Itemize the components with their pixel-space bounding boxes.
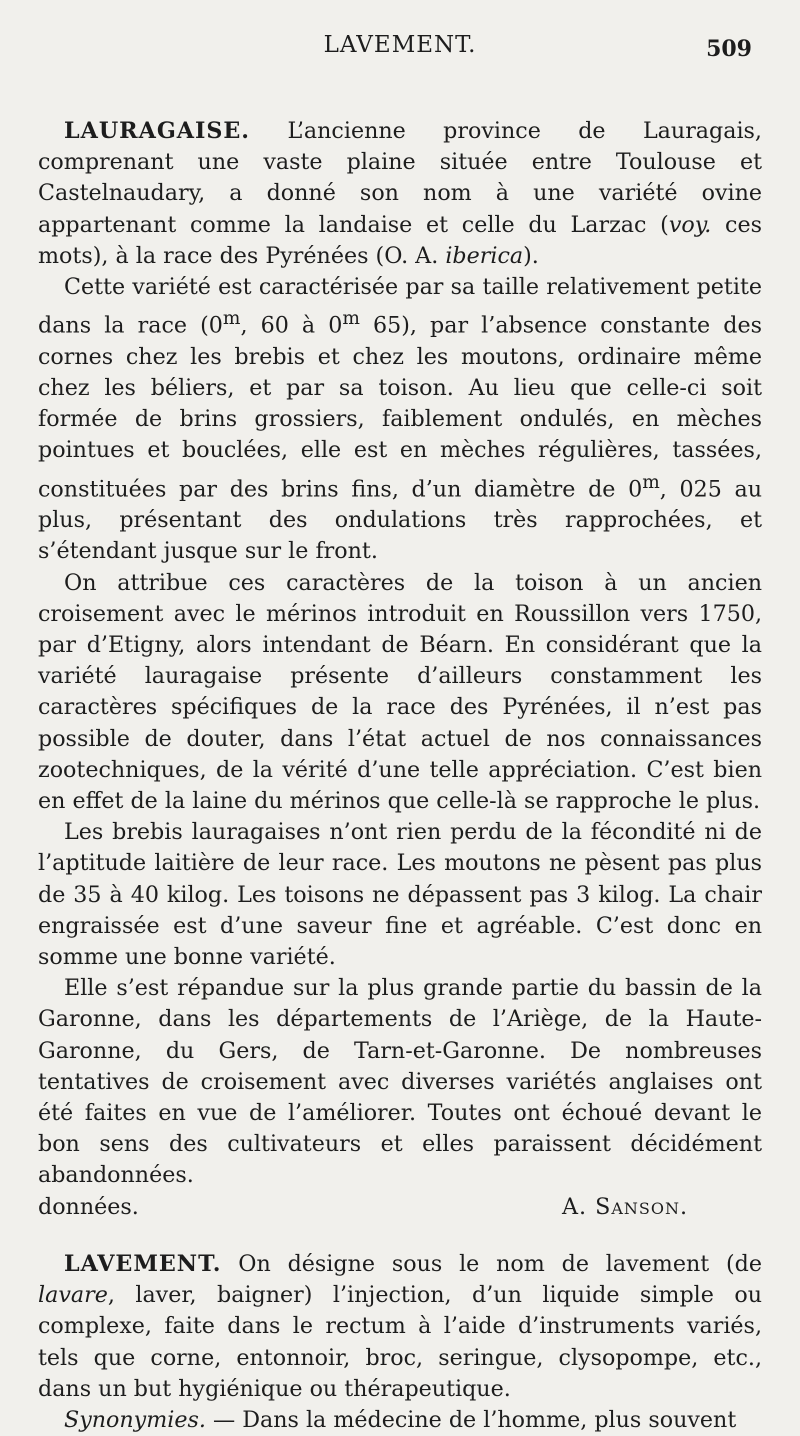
unit-superscript: m	[222, 308, 241, 330]
page-number: 509	[706, 36, 752, 62]
cross-reference: voy.	[668, 211, 712, 238]
paragraph-text: , laver, baigner) l’injection, d’un liquide simple ou complexe, faite dans le rectum à l’aide d’instruments variés, tels que corne, entonnoir, broc, seringue, clysopompe, etc., dans un but hygiénique ou thérapeutique.	[38, 1282, 762, 1402]
headword: LAVEMENT.	[64, 1250, 222, 1277]
paragraph-text: ces mots), à la race des Pyrénées (	[38, 211, 763, 269]
unit-superscript: m	[642, 471, 660, 493]
article-lavement	[38, 1249, 762, 1436]
paragraph-text: , 025 au plus, présentant des ondulations très rapprochées, et s’étendant jusque sur le front.	[38, 476, 762, 565]
paragraph-text: Cette variété est caractérisée par sa taille relativement petite dans la race (0	[38, 274, 762, 339]
latin-term: lavare	[38, 1282, 108, 1309]
headword: LAURAGAISE.	[64, 118, 251, 144]
species-name: iberica	[445, 242, 524, 269]
article-lauragaise	[38, 116, 762, 1223]
paragraph	[38, 272, 762, 568]
paragraph-last-line: données.	[38, 1193, 139, 1220]
paragraph	[38, 116, 762, 272]
paragraph-text: ).	[523, 242, 539, 269]
section-label: Synonymies.	[64, 1406, 206, 1433]
author-signature: A. Sanson.	[561, 1193, 688, 1220]
paragraph: Les brebis lauragaises n’ont rien perdu de la fécondité ni de l’aptitude laitière de leur race. Les moutons ne pèsent pas plus de 35 à 40 kilog. Les toisons ne dépassent pas 3 kilog. La chair engraissée est d’une saveur fine et agréable. C’est donc en somme une bonne variété.	[38, 819, 762, 971]
abbreviation: O. A.	[384, 242, 439, 269]
paragraph: On attribue ces caractères de la toison à un ancien croisement avec le mérinos introduit en Roussillon vers 1750, par d’Etigny, alors intendant de Béarn. En considérant que la variété lauragaise présente d’ailleurs constamment les caractères spécifiques de la race des Pyrénées, il n’est pas possible de douter, dans l’état actuel de nos connaissances zootechniques, de la vérité d’une telle appréciation. C’est bien en effet de la laine du mérinos que celle-là se rapproche le plus.	[38, 569, 762, 815]
paragraph	[38, 1405, 762, 1436]
paragraph: Elle s’est répandue sur la plus grande partie du bassin de la Garonne, dans les départements de l’Ariège, de la Haute-Garonne, du Gers, de Tarn-et-Garonne. De nombreuses tentatives de croisement avec diverses variétés anglaises ont été faites en vue de l’améliorer. Toutes ont échoué devant le bon sens des cultivateurs et elles paraissent décidément abandonnées.	[38, 975, 762, 1189]
paragraph-text: — Dans la médecine de l’homme, plus souvent	[205, 1406, 737, 1433]
paragraph-text: 65), par l’absence constante des cornes chez les brebis et chez les moutons, ordinaire même chez les béliers, et par sa toison. Au lieu que celle-ci soit formée de brins grossiers, faiblement ondulés, en mèches pointues et bouclées, elle est en mèches régulières, tassées, constituées par des brins fins, d’un diamètre de 0	[38, 312, 762, 503]
paragraph-text: L’ancienne province de Lauragais, comprenant une vaste plaine située entre Toulouse et Castelnaudary, a donné son nom à une variété ovine appartenant comme la landaise et celle du Larzac (	[38, 118, 762, 238]
signature-line	[38, 1192, 762, 1223]
paragraph-text: , 60 à 0	[240, 312, 343, 339]
paragraph	[38, 1249, 762, 1405]
paragraph-text: On désigne sous le nom de lavement (de	[221, 1250, 762, 1277]
running-header	[38, 30, 762, 70]
running-title: LAVEMENT.	[323, 32, 477, 58]
unit-superscript: m	[342, 308, 360, 330]
